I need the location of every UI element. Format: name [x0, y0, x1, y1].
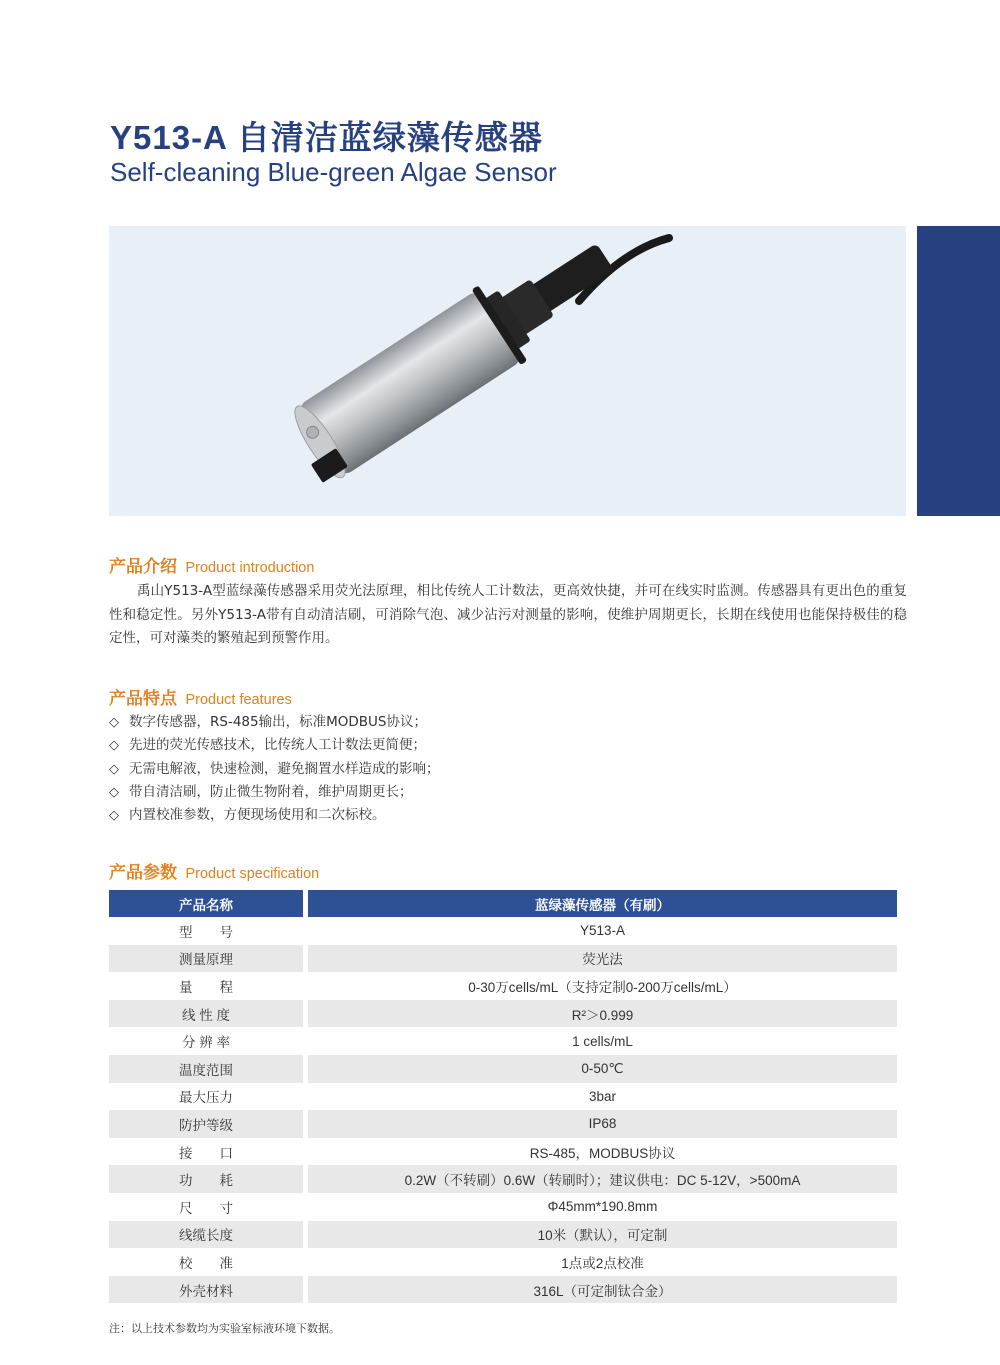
- table-row: [109, 1165, 897, 1193]
- table-row: [109, 1138, 897, 1166]
- spec-value: Y513-A: [579, 923, 626, 939]
- feature-item: [109, 804, 440, 827]
- spec-label: 防护等级: [109, 1110, 303, 1138]
- section-title-en: Product introduction: [185, 560, 315, 576]
- feature-text: 内置校准参数，方便现场使用和二次标校。: [129, 807, 386, 824]
- table-row: [109, 1110, 897, 1138]
- table-row: [109, 945, 897, 973]
- spec-label: 接 口: [179, 1145, 233, 1161]
- feature-list: [109, 711, 440, 827]
- spec-value: RS-485，MODBUS协议: [529, 1145, 676, 1161]
- spec-value: 0-30万cells/mL（支持定制0-200万cells/mL）: [468, 979, 737, 995]
- spec-label: 温度范围: [109, 1055, 303, 1083]
- product-image-panel: [109, 226, 906, 516]
- feature-text: 先进的荧光传感技术，比传统人工计数法更简便；: [129, 737, 426, 754]
- introduction-text: 禹山Y513-A型蓝绿藻传感器采用荧光法原理，相比传统人工计数法，更高效快捷，并可在线实时监测。传感器具有更出色的重复性和稳定性。另外Y513-A带有自动清洁刷，可消除气泡、减少沾污对测量的影响，使维护周期更长，长期在线使用也能保持极佳的稳定性，可对藻类的繁殖起到预警作用。: [109, 583, 907, 646]
- table-row: [109, 1000, 897, 1028]
- spec-label: 功 耗: [109, 1165, 303, 1193]
- table-row: [109, 917, 897, 945]
- diamond-bullet-icon: ◇: [109, 715, 119, 730]
- diamond-bullet-icon: ◇: [109, 784, 119, 800]
- table-row: [109, 1276, 897, 1304]
- spec-value: R²＞0.999: [308, 1000, 897, 1028]
- spec-value: IP68: [308, 1110, 897, 1138]
- feature-text: 数字传感器，RS-485输出，标准MODBUS协议；: [129, 714, 427, 730]
- spec-label: 线缆长度: [109, 1221, 303, 1249]
- table-row: [109, 1055, 897, 1083]
- spec-value: 荧光法: [308, 945, 897, 973]
- spec-value: 1 cells/mL: [572, 1033, 633, 1049]
- spec-label: 型 号: [179, 924, 233, 940]
- spec-label: 外壳材料: [109, 1276, 303, 1304]
- spec-value: 0.2W（不转刷）0.6W（转刷时）；建议供电：DC 5-12V，>500mA: [308, 1165, 897, 1193]
- table-row: [109, 1248, 897, 1276]
- spec-label: 量 程: [179, 979, 233, 995]
- page-title-en: Self-cleaning Blue-green Algae Sensor: [110, 157, 557, 187]
- spec-value: 316L（可定制钛合金）: [308, 1276, 897, 1304]
- sensor-product-image: [109, 226, 906, 516]
- decorative-side-bar: [917, 226, 1000, 516]
- table-row: [109, 1193, 897, 1221]
- spec-value: 10米（默认），可定制: [308, 1221, 897, 1249]
- spec-value: 1点或2点校准: [561, 1255, 644, 1271]
- spec-value: Φ45mm*190.8mm: [547, 1199, 658, 1215]
- spec-label: 校 准: [179, 1255, 233, 1271]
- feature-item: [109, 711, 440, 734]
- column-header: 蓝绿藻传感器（有刷）: [308, 890, 897, 917]
- specification-table: [104, 890, 902, 1303]
- table-row: [109, 1083, 897, 1111]
- spec-label: 测量原理: [109, 945, 303, 973]
- section-title-cn: 产品特点: [109, 689, 177, 708]
- spec-label: 线 性 度: [109, 1000, 303, 1028]
- table-row: [109, 1027, 897, 1055]
- section-title-en: Product features: [185, 692, 292, 708]
- diamond-bullet-icon: ◇: [109, 808, 119, 824]
- footnote: 注：以上技术参数均为实验室标液环境下数据。: [109, 1322, 340, 1335]
- section-title-features: [109, 684, 292, 709]
- spec-value: 3bar: [588, 1088, 617, 1104]
- feature-text: 带自清洁刷，防止微生物附着，维护周期更长；: [129, 783, 413, 800]
- column-header: 产品名称: [109, 890, 303, 917]
- feature-item: [109, 781, 440, 804]
- feature-text: 无需电解液，快速检测，避免搁置水样造成的影响；: [129, 760, 440, 777]
- feature-item: [109, 758, 440, 781]
- spec-value: 0-50℃: [308, 1055, 897, 1083]
- diamond-bullet-icon: ◇: [109, 761, 119, 777]
- section-title-cn: 产品参数: [109, 863, 177, 882]
- diamond-bullet-icon: ◇: [109, 738, 119, 754]
- section-title-cn: 产品介绍: [109, 557, 177, 576]
- section-title-introduction: [109, 552, 314, 577]
- section-title-en: Product specification: [185, 866, 320, 882]
- spec-label: 分 辨 率: [181, 1035, 230, 1051]
- section-title-specification: [109, 858, 319, 883]
- spec-label: 最大压力: [179, 1090, 233, 1106]
- feature-item: [109, 734, 440, 757]
- table-row: [109, 972, 897, 1000]
- table-row: [109, 1221, 897, 1249]
- page-title-cn: Y513-A 自清洁蓝绿藻传感器: [110, 119, 543, 156]
- table-header-row: [109, 890, 897, 917]
- spec-label: 尺 寸: [179, 1200, 233, 1216]
